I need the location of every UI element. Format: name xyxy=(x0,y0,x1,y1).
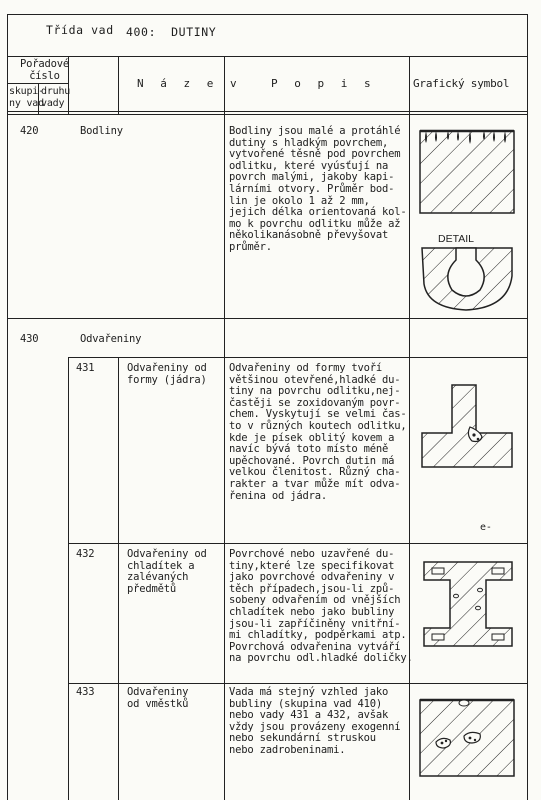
row-432-name: Odvařeniny od chladítek a zalévaných předmětů xyxy=(127,548,207,595)
row-420-group: 420 xyxy=(20,125,39,137)
row-divider-430 xyxy=(68,357,527,358)
row-430-group: 430 xyxy=(20,333,39,345)
row-432-description: Povrchové nebo uzavřené du- tiny,které lze specifikovat jako povrchové odvařeniny v těch případech,jsou-li způ- sobeny odvařením od vnějších chladítek nebo jako bubliny jsou-li zapříčiněny vnitřní- mi chladítky, podpěrkami atp. Povrchová odvařenina vytváří na povrchu odl.hladké doličky. xyxy=(229,548,413,665)
symbol-420-detail-label: DETAIL xyxy=(438,233,474,245)
table-title-label: Třída vad xyxy=(46,23,114,37)
column-header-druhu: druhu vady xyxy=(41,86,71,109)
table-border-left xyxy=(7,14,8,800)
column-header-symbol: Grafický symbol xyxy=(413,77,510,90)
row-420-description: Bodliny jsou malé a protáhlé dutiny s hladkým povrchem, vytvořené těsně pod povrchem odlitku, které vyúsťují na povrch malými, jakoby kapi- lárními otvory. Průměr bod- lin je okolo 1 až 2 mm, jejich délka orientovaná kol- mo k povrchu odlitku může až několikanásobně převyšovat průměr. xyxy=(229,125,407,253)
row-divider-431 xyxy=(68,543,527,544)
row-431-description: Odvařeniny od formy tvoří většinou otevřené,hladké du- tiny na povrchu odlitku,nej- častěji se zoxidovaným povr- chem. Vyskytují se velmi čas- to v různých koutech odlitku, kde je písek oblitý kovem a navíc bývá toto místo méně upěchované. Povrch dutin má velkou členitost. Různý cha- rakter a tvar může mít odva- řenina od jádra. xyxy=(229,362,407,502)
row-431-sub: 431 xyxy=(76,362,95,374)
row-431-name: Odvařeniny od formy (jádra) xyxy=(127,362,207,386)
column-header-skupiny: skupi- ny vad xyxy=(9,86,44,109)
header-divider xyxy=(7,111,527,112)
table-border-right xyxy=(527,14,528,800)
column-header-group: Pořadové číslo xyxy=(20,58,69,82)
header-divider-double xyxy=(7,114,527,115)
col-divider-name xyxy=(118,56,119,114)
row-433-description: Vada má stejný vzhled jako bubliny (skupina vad 410) nebo vady 431 a 432, avšak vždy jsou provázeny exogenní nebo sekundární struskou nebo zadrobeninami. xyxy=(229,686,401,756)
table-border-top xyxy=(7,14,527,15)
row-420-name: Bodliny xyxy=(80,125,123,137)
col-divider-popis xyxy=(224,56,225,800)
col-divider-group-lower xyxy=(68,357,69,800)
col-divider-name-lower xyxy=(118,357,119,800)
symbol-odvareniny-chladitka-icon xyxy=(420,560,516,650)
column-header-nazev: N á z e v xyxy=(137,77,242,90)
title-divider xyxy=(7,56,527,57)
row-433-name: Odvařeniny od vměstků xyxy=(127,686,189,710)
column-header-popis: P o p i s xyxy=(271,77,376,90)
symbol-bodliny-icon xyxy=(418,126,518,316)
row-432-sub: 432 xyxy=(76,548,95,560)
row-divider-420 xyxy=(7,318,527,319)
symbol-odvareniny-vmestky-icon xyxy=(418,696,516,780)
stray-mark: e- xyxy=(480,522,492,533)
row-430-name: Odvařeniny xyxy=(80,333,142,345)
symbol-odvareniny-forma-icon xyxy=(418,383,518,473)
col-divider-symbol xyxy=(409,56,410,800)
table-title-value: 400: DUTINY xyxy=(126,25,217,39)
row-433-sub: 433 xyxy=(76,686,95,698)
row-divider-432 xyxy=(68,683,527,684)
